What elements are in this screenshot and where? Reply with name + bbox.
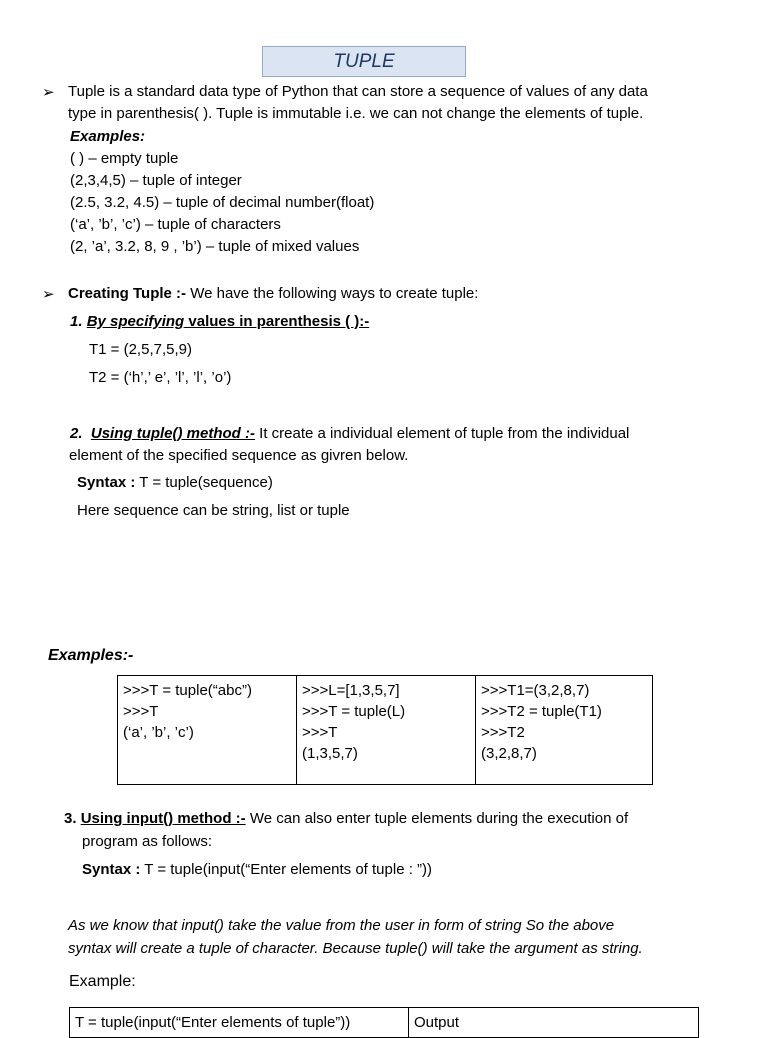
method-3-syntax (82, 859, 432, 881)
cell-line: >>>T = tuple(“abc”) (123, 682, 252, 699)
cell-line: (1,3,5,7) (302, 745, 358, 762)
method-2-note: Here sequence can be string, list or tuple (77, 502, 350, 519)
examples-2-label: Examples:- (48, 647, 134, 664)
page-title (262, 46, 466, 77)
example-item: (2.5, 3.2, 4.5) – tuple of decimal number(float) (70, 194, 375, 211)
table-header-cell: T = tuple(input(“Enter elements of tuple”)) (70, 1008, 409, 1038)
method-2-syntax (77, 472, 273, 494)
method-3-title: Using input() method :- (80, 810, 246, 827)
method-3-heading (64, 808, 628, 830)
syntax-label: Syntax : (82, 861, 141, 878)
syntax-text: T = tuple(input(“Enter elements of tuple : ”)) (140, 861, 433, 878)
method-1-code-line: T2 = (‘h’,’ e’, ’l’, ’l’, ’o’) (89, 369, 232, 386)
cell-line: >>>T2 = tuple(T1) (481, 703, 602, 720)
creating-text: We have the following ways to create tuple: (186, 285, 479, 302)
bullet-arrow-icon: ➢ (42, 286, 55, 303)
cell-line: >>>T (302, 724, 338, 741)
creating-label: Creating Tuple :- (68, 285, 187, 302)
example-item: (2, ’a’, 3.2, 8, 9 , ’b’) – tuple of mixed values (70, 238, 360, 255)
cell-line: >>>T1=(3,2,8,7) (481, 682, 590, 699)
method-2-text-2: element of the specified sequence as givren below. (69, 447, 409, 464)
cell-line: >>>L=[1,3,5,7] (302, 682, 400, 699)
input-example-table (69, 1007, 699, 1038)
method-3-text-1: We can also enter tuple elements during the execution of (245, 810, 629, 827)
table-cell (118, 676, 297, 785)
table-cell (476, 676, 653, 785)
method-1-code-line: T1 = (2,5,7,5,9) (89, 341, 192, 358)
method-2-text-1: It create a individual element of tuple from the individual (255, 425, 630, 442)
intro-line-2: type in parenthesis( ). Tuple is immutable i.e. we can not change the elements of tuple. (68, 105, 644, 122)
example-item: (2,3,4,5) – tuple of integer (70, 172, 242, 189)
cell-line: (‘a’, ’b’, ’c’) (123, 724, 194, 741)
method-3-note-2: syntax will create a tuple of character. Because tuple() will take the argument as string. (68, 940, 643, 957)
intro-line-1: Tuple is a standard data type of Python that can store a sequence of values of any data (68, 83, 648, 100)
cell-line: >>>T = tuple(L) (302, 703, 406, 720)
examples-table (117, 675, 653, 785)
example-item: (‘a’, ’b’, ’c’) – tuple of characters (70, 216, 281, 233)
method-2-heading (70, 423, 629, 445)
creating-heading (68, 283, 478, 305)
cell-line: >>>T2 (481, 724, 525, 741)
method-2-number: 2. (70, 425, 83, 442)
method-3-example-label: Example: (69, 973, 136, 990)
title-text: TUPLE (333, 50, 395, 72)
method-3-text-2: program as follows: (82, 833, 213, 850)
method-2-title: Using tuple() method :- (90, 425, 256, 442)
syntax-label: Syntax : (77, 474, 136, 491)
method-1-heading (70, 311, 369, 333)
cell-line: >>>T (123, 703, 159, 720)
method-1-title-a: By specifying (86, 313, 185, 330)
table-header-cell: Output (409, 1008, 699, 1038)
examples-label: Examples: (70, 128, 146, 145)
table-cell (297, 676, 476, 785)
cell-line: (3,2,8,7) (481, 745, 537, 762)
method-1-title-b: values in parenthesis ( ):- (184, 313, 370, 330)
syntax-text: T = tuple(sequence) (135, 474, 273, 491)
example-item: ( ) – empty tuple (70, 150, 179, 167)
bullet-arrow-icon: ➢ (42, 84, 55, 101)
method-3-note-1: As we know that input() take the value from the user in form of string So the above (68, 917, 615, 934)
method-1-number: 1. (70, 313, 83, 330)
method-3-number: 3. (64, 810, 77, 827)
